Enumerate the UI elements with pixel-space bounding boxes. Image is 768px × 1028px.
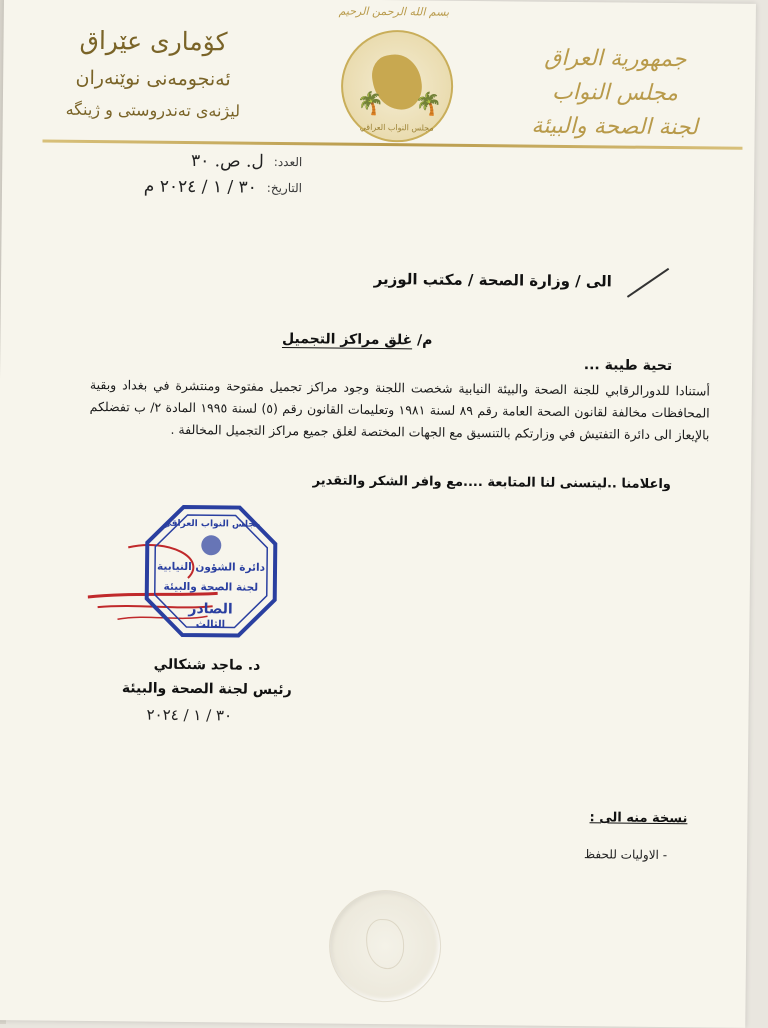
subject-text: غلق مراكز التجميل bbox=[281, 330, 413, 349]
date-label: التاريخ: bbox=[266, 180, 303, 196]
subject-line bbox=[282, 331, 433, 349]
signatory-name: د. ماجد شنكالي bbox=[153, 656, 261, 674]
parliament-emblem-icon bbox=[341, 30, 454, 143]
copy-to-text: نسخة منه الى : bbox=[589, 810, 688, 827]
signatory-title: رئيس لجنة الصحة والبيئة bbox=[121, 680, 292, 699]
stamp-line-4: الصادر bbox=[188, 601, 233, 618]
stamp-line-5: الثالث bbox=[195, 619, 226, 631]
header-kurdish-council: ئەنجومەنی نوێنەران bbox=[75, 66, 231, 91]
greeting: تحية طيبة ... bbox=[583, 357, 673, 375]
signature-date: ٣٠ / ١ / ٢٠٢٤ bbox=[146, 705, 233, 725]
number-label: العدد: bbox=[273, 154, 303, 170]
copy-to-label bbox=[589, 810, 687, 826]
handwritten-slash-icon bbox=[627, 267, 669, 297]
palm-icon: 🌴 bbox=[356, 91, 385, 118]
header-committee: لجنة الصحة والبيئة bbox=[531, 113, 698, 141]
copy-item: - الاوليات للحفظ bbox=[583, 847, 668, 863]
recipient-line bbox=[374, 270, 674, 291]
official-stamp bbox=[142, 503, 279, 640]
letter-closing: واعلامنا ..ليتسنى لنا المتابعة ....مع وافر الشكر والتقدير bbox=[312, 473, 672, 493]
letter-date bbox=[62, 173, 302, 202]
header-kurdish-country: كۆماری عێراق bbox=[79, 25, 228, 57]
stamp-line-1: مجلس النواب العراقي bbox=[162, 518, 261, 530]
signature-block bbox=[107, 652, 307, 702]
date-value: ٣٠ / ١ / ٢٠٢٤ م bbox=[143, 176, 257, 198]
letter-body: أستنادا للدورالرقابي للجنة الصحة والبيئة النيابية شخصت اللجنة وجود مراكز تجميل مفتوحة ومنتشرة في بغداد وبقية المحافظات مخالفة لقانون الصحة العامة رقم ٨٩ لسنة ١٩٨١ وتعليمات القانون رقم (٥) لسنة ١٩٩٥ المادة ٢/ ب تفضلكم بالإيعاز الى دائرة التفتيش في وزارتكم بالتنسيق مع الجهات المختصة لغلق جميع مراكز التجميل المخالفة . bbox=[89, 376, 711, 443]
header-council: مجلس النواب bbox=[551, 79, 679, 107]
stamp-line-3: لجنة الصحة والبيئة bbox=[163, 580, 259, 594]
header-right bbox=[505, 41, 726, 145]
recipient-text: الى / وزارة الصحة / مكتب الوزير bbox=[373, 269, 612, 291]
reference-number bbox=[62, 147, 302, 176]
header-kurdish-committee: لیژنەی تەندروستی و ژینگە bbox=[65, 99, 241, 121]
emblem-text: مجلس النواب العراقي bbox=[359, 122, 434, 133]
embossed-map-icon bbox=[366, 919, 405, 969]
stamp-line-2: دائرة الشؤون النيابية bbox=[157, 560, 266, 574]
header-left-kurdish bbox=[43, 21, 264, 125]
palm-icon: 🌴 bbox=[414, 92, 443, 118]
header-country: جمهورية العراق bbox=[544, 45, 687, 73]
embossed-seal-icon bbox=[329, 890, 442, 1003]
letter-meta bbox=[62, 147, 303, 202]
number-value: ل. ص. ٣٠ bbox=[190, 151, 264, 172]
subject-label: م/ bbox=[416, 332, 433, 349]
basmala: بسم الله الرحمن الرحيم bbox=[338, 4, 450, 19]
